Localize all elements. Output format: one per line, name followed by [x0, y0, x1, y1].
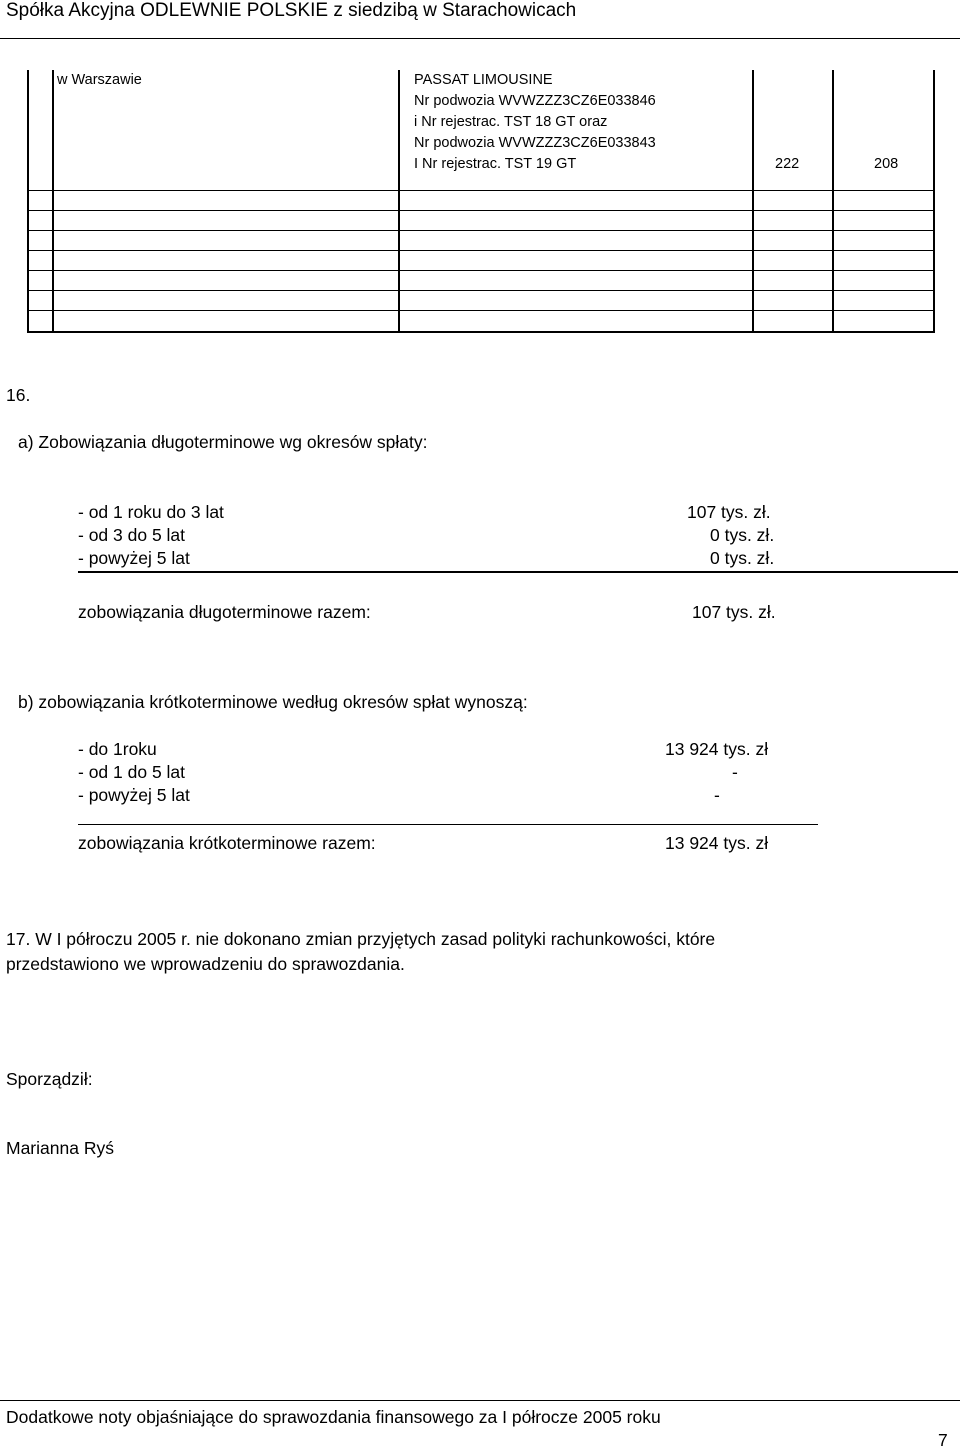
short-term-total-label: zobowiązania krótkoterminowe razem:	[78, 833, 376, 853]
table-row-divider	[27, 210, 935, 211]
table-cell-vehicle-line: i Nr rejestrac. TST 18 GT oraz	[414, 114, 608, 130]
short-term-sum-rule	[78, 824, 818, 825]
table-cell-value: 222	[775, 156, 800, 172]
short-term-label: - powyżej 5 lat	[78, 785, 190, 805]
long-term-heading: a) Zobowiązania długoterminowe wg okresów spłaty:	[18, 432, 428, 452]
table-cell-vehicle-line: PASSAT LIMOUSINE	[414, 72, 553, 88]
short-term-heading: b) zobowiązania krótkoterminowe według okresów spłat wynoszą:	[18, 692, 528, 712]
long-term-label: - powyżej 5 lat	[78, 548, 190, 568]
table-col-divider	[52, 70, 54, 332]
table-cell-vehicle-line: Nr podwozia WVWZZZ3CZ6E033846	[414, 93, 656, 109]
short-term-amount: -	[714, 785, 720, 805]
table-border-bottom	[27, 331, 935, 333]
table-cell-value: 208	[874, 156, 899, 172]
long-term-amount: 0 tys. zł.	[710, 548, 775, 568]
table-border-left	[27, 70, 29, 332]
short-term-amount: 13 924 tys. zł	[665, 739, 769, 759]
section-17-line: przedstawiono we wprowadzeniu do sprawozdania.	[6, 954, 405, 974]
short-term-total-amount: 13 924 tys. zł	[665, 833, 769, 853]
table-border-right	[933, 70, 935, 332]
page-number: 7	[938, 1430, 948, 1450]
table-row-divider	[27, 290, 935, 291]
long-term-label: - od 1 roku do 3 lat	[78, 502, 224, 522]
table-cell-vehicle-line: Nr podwozia WVWZZZ3CZ6E033843	[414, 135, 656, 151]
short-term-amount: -	[732, 762, 738, 782]
table-row-divider	[27, 250, 935, 251]
long-term-sum-rule	[78, 571, 958, 573]
section-16-number: 16.	[6, 385, 31, 405]
long-term-total-amount: 107 tys. zł.	[692, 602, 776, 622]
long-term-amount: 0 tys. zł.	[710, 525, 775, 545]
long-term-total-label: zobowiązania długoterminowe razem:	[78, 602, 371, 622]
table-cell-location: w Warszawie	[57, 72, 142, 88]
table-cell-vehicle-line: I Nr rejestrac. TST 19 GT	[414, 156, 577, 172]
table-col-divider	[752, 70, 754, 332]
section-17-line: 17. W I półroczu 2005 r. nie dokonano zmian przyjętych zasad polityki rachunkowości, które	[6, 929, 716, 949]
document-header-title: Spółka Akcyjna ODLEWNIE POLSKIE z siedzibą w Starachowicach	[6, 0, 577, 21]
short-term-label: - od 1 do 5 lat	[78, 762, 186, 782]
short-term-label: - do 1roku	[78, 739, 157, 759]
table-row-divider	[27, 310, 935, 311]
footer-divider	[0, 1400, 960, 1401]
table-row-divider	[27, 270, 935, 271]
long-term-amount: 107 tys. zł.	[687, 502, 771, 522]
table-col-divider	[398, 70, 400, 332]
prepared-by-label: Sporządził:	[6, 1069, 93, 1089]
table-col-divider	[832, 70, 834, 332]
long-term-label: - od 3 do 5 lat	[78, 525, 186, 545]
table-row-divider	[27, 190, 935, 191]
footer-text: Dodatkowe noty objaśniające do sprawozdania finansowego za I półrocze 2005 roku	[6, 1407, 661, 1427]
header-divider	[0, 38, 960, 39]
table-row-divider	[27, 230, 935, 231]
prepared-by-name: Marianna Ryś	[6, 1138, 114, 1158]
